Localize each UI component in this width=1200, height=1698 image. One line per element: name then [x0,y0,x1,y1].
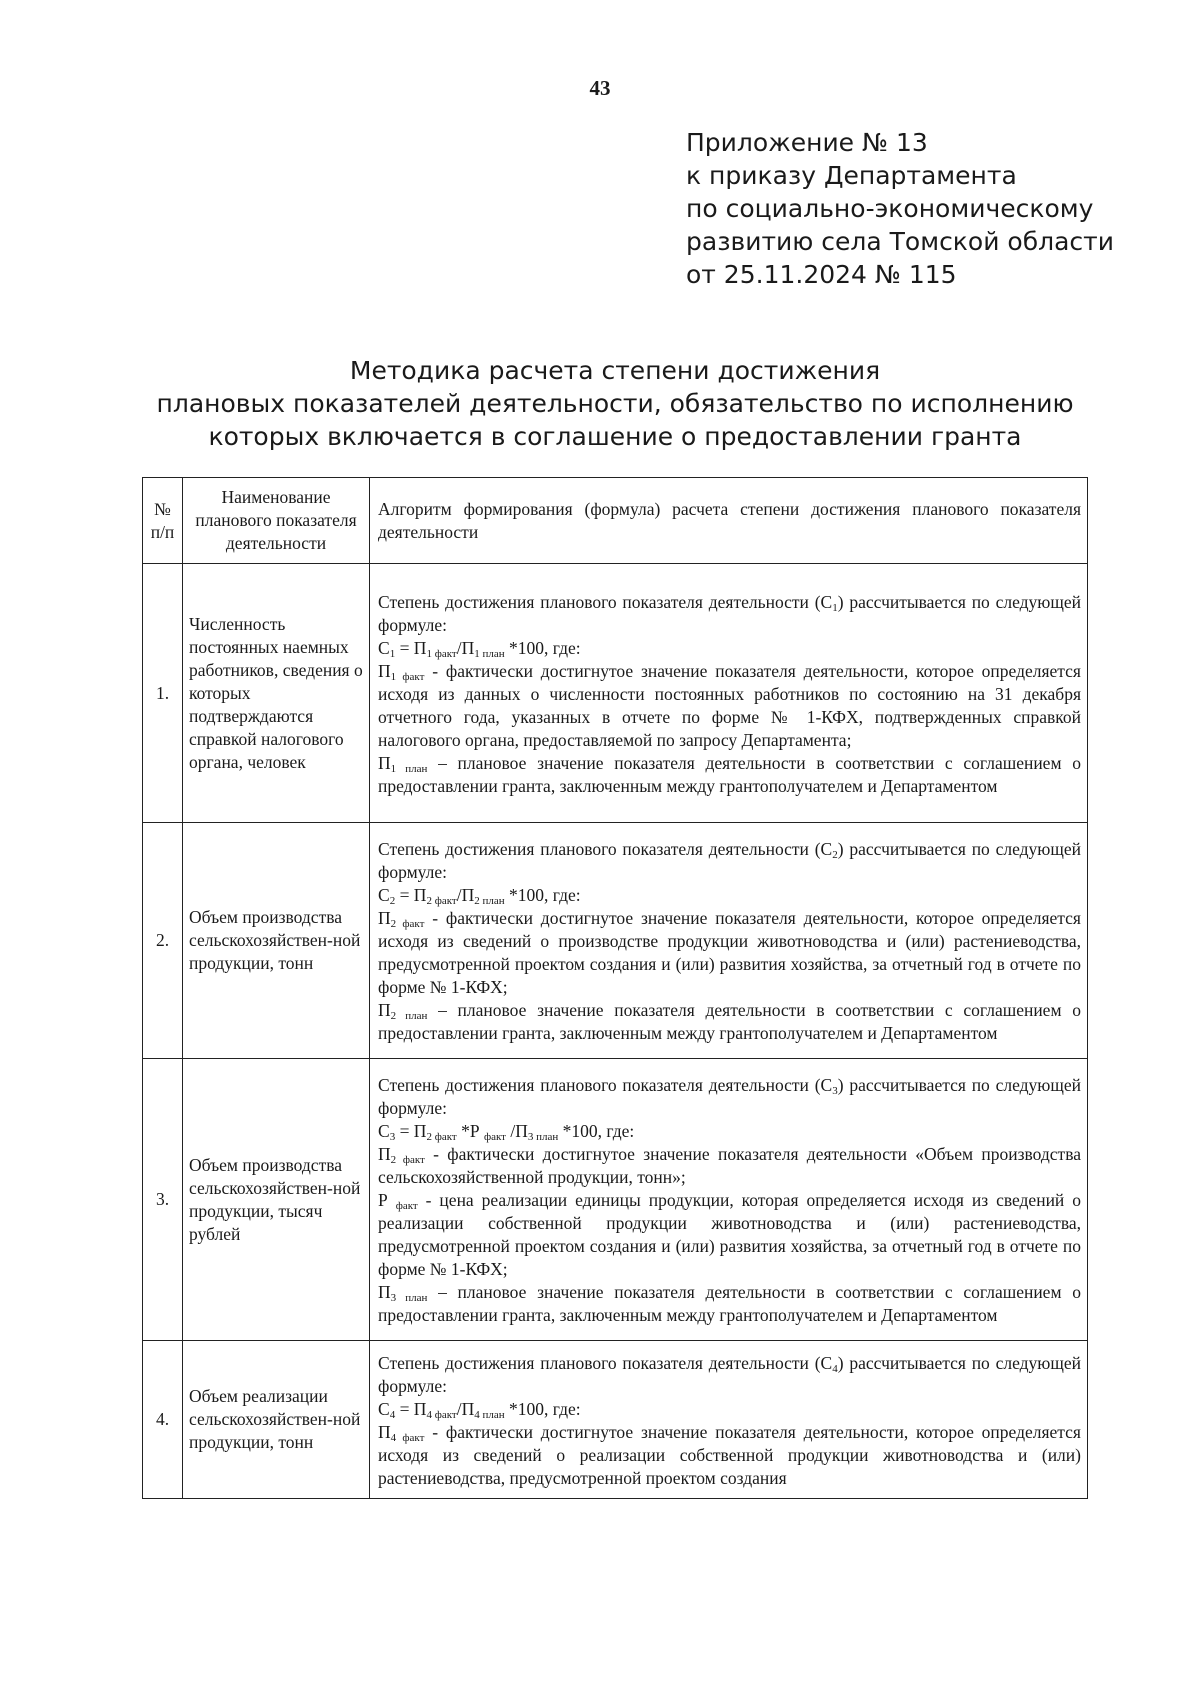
algo-fact-definition: $П_{1 факт}$ - фактически достигнутое значение показателя деятельности, которое определяется исходя из данных о численности постоянных работников по состоянию на 31 декабря отчетного года, указанных в отчете по форме № 1-КФХ, подтвержденных справкой налогового органа, предоставляемой по запросу Департамента; [378,660,1081,750]
table-row [143,1341,1088,1499]
algo-formula: $С_3 = П_{2 факт}$ *Р $_{факт}$ $/П_{3 план}$ *100, где: [378,1121,635,1143]
algo-price-definition: Р $_{факт}$ - цена реализации единицы продукции, которая определяется исходя из сведений о реализации собственной продукции животноводства и (или) растениеводства, предусмотренной проектом создания и (или) развития хозяйства, за отчетный год в отчете по форме № 1-КФХ; [378,1190,1081,1279]
row-indicator-name: Численность постоянных наемных работников, сведения о которых подтверждаются справкой налогового органа, человек [183,564,370,823]
algo-intro: Степень достижения планового показателя деятельности $(С_1)$ рассчитывается по следующей формуле: [378,591,1081,635]
algo-fact-definition: $П_{4 факт}$ - фактически достигнутое значение показателя деятельности, которое определяется исходя из сведений о реализации собственной продукции животноводства и (или) растениеводства, предусмотренной проектом создания [378,1421,1081,1488]
header-name: Наименование планового показателя деятельности [183,478,370,564]
appendix-header [686,126,1114,291]
page-number: 43 [589,76,611,100]
row-algorithm [370,823,1088,1059]
algo-plan-definition: $П_{1 план}$ – плановое значение показателя деятельности в соответствии с соглашением о предоставлении гранта, заключенным между грантополучателем и Департаментом [378,752,1081,796]
algo-formula: $С_1 = П_{1 факт}/П_{1 план}$ *100, где: [378,637,581,660]
document-title [150,354,1080,453]
row-indicator-name: Объем производства сельскохозяйствен-ной продукции, тысяч рублей [183,1059,370,1341]
appendix-line: от 25.11.2024 № 115 [686,260,957,289]
table-row [143,564,1088,823]
algo-formula: $С_4 = П_{4 факт}/П_{4 план}$ *100, где: [378,1398,581,1421]
algo-intro: Степень достижения планового показателя деятельности $(С_3)$ рассчитывается по следующей формуле: [378,1075,1081,1118]
algo-intro: Степень достижения планового показателя деятельности $(С_2)$ рассчитывается по следующей формуле: [378,839,1081,882]
row-indicator-name: Объем производства сельскохозяйствен-ной продукции, тонн [183,823,370,1059]
table-row [143,1059,1088,1341]
title-line: которых включается в соглашение о предоставлении гранта [208,422,1022,451]
algo-fact-definition: $П_{2 факт}$ - фактически достигнутое значение показателя деятельности «Объем производства сельскохозяйственной продукции, тонн»; [378,1144,1081,1187]
methodology-table [142,477,1088,1499]
row-num: 3. [143,1059,183,1341]
appendix-line: к приказу Департамента [686,161,1017,190]
header-num: № п/п [143,478,183,564]
appendix-line: по социально-экономическому [686,194,1094,223]
algo-intro: Степень достижения планового показателя деятельности $(С_4)$ рассчитывается по следующей формуле: [378,1352,1081,1396]
title-line: Методика расчета степени достижения [349,356,881,385]
appendix-line: Приложение № 13 [686,128,928,157]
header-algo: Алгоритм формирования (формула) расчета степени достижения планового показателя деятельности [370,478,1088,564]
row-indicator-name: Объем реализации сельскохозяйствен-ной продукции, тонн [183,1341,370,1499]
row-algorithm [370,1059,1088,1341]
algo-plan-definition: $П_{2 план}$ – плановое значение показателя деятельности в соответствии с соглашением о предоставлении гранта, заключенным между грантополучателем и Департаментом [378,1000,1081,1043]
table-header-row [143,478,1088,564]
algo-fact-definition: $П_{2 факт}$ - фактически достигнутое значение показателя деятельности, которое определяется исходя из сведений о производстве продукции животноводства и (или) растениеводства, предусмотренной проектом создания и (или) развития хозяйства, за отчетный год в отчете по форме № 1-КФХ; [378,908,1081,997]
row-num: 2. [143,823,183,1059]
algo-plan-definition: $П_{3 план}$ – плановое значение показателя деятельности в соответствии с соглашением о предоставлении гранта, заключенным между грантополучателем и Департаментом [378,1282,1081,1325]
row-algorithm [370,1341,1088,1499]
row-num: 4. [143,1341,183,1499]
algo-formula: $С_2 = П_{2 факт}/П_{2 план}$ *100, где: [378,885,581,907]
row-algorithm [370,564,1088,823]
appendix-line: развитию села Томской области [686,227,1114,256]
row-num: 1. [143,564,183,823]
title-line: плановых показателей деятельности, обязательство по исполнению [156,389,1074,418]
table-row [143,823,1088,1059]
